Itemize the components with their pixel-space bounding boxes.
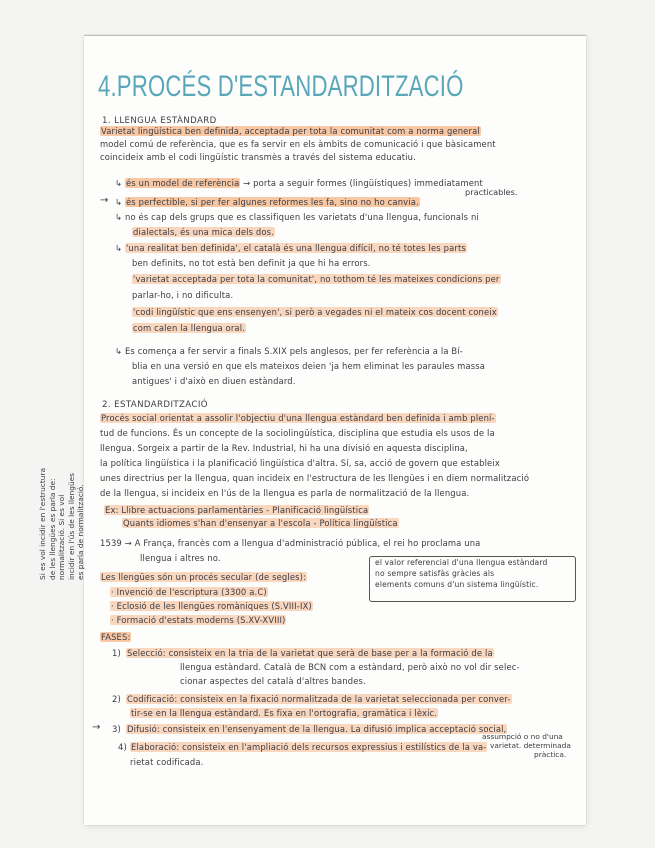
side-note-line-5: es parla de normalització. — [76, 484, 85, 580]
phase-3-num: 3) — [112, 724, 121, 734]
s1-bullet-4-line-5: 'codi lingüístic que ens ensenyen', si però a vegades ni el mateix cos docent coneix — [133, 307, 497, 317]
s1-bullet-5-line-2: blia en una versió en que els mateixos deien 'ja hem eliminat les paraules massa — [132, 361, 486, 371]
note-box — [369, 556, 576, 602]
page-title: 4.PROCÉS D'ESTANDARDITZACIÓ — [98, 70, 464, 103]
note-box-line-1: el valor referencial d'una llengua estàndard — [375, 558, 548, 567]
s2-intro-line-2: tud de funcions. És un concepte de la sociolingüística, disciplina que estudia els usos de la — [100, 428, 495, 438]
s2-intro-line-6: de la llengua, si incideix en l'ús de la llengua es parla de normalització de la llengua. — [100, 488, 470, 498]
phase-1-line-2: llengua estàndard. Català de BCN com a estàndard, però això no vol dir selec- — [180, 662, 520, 672]
s1-intro-line-2: model comú de referència, que es fa servir en els àmbits de comunicació i que bàsicament — [100, 139, 496, 149]
note-box-line-2: no sempre satisfàs gràcies als — [375, 569, 495, 578]
phase-2-line-2: tir-se en la llengua estàndard. Es fixa en l'ortografia, gramàtica i lèxic. — [131, 708, 438, 718]
phase-4-line-1: Elaboració: consisteix en l'ampliació dels recursos expressius i estilístics de la va- — [131, 742, 487, 752]
s2-secular-item-2: · Eclosió de les llengües romàniques (S.VIII-IX) — [111, 601, 312, 611]
s1-bullet-2: ↳ és perfectible, si per fer algunes reformes les fa, sino no ho canvia. — [115, 197, 419, 207]
s1-bullet-1: ↳ és un model de referència → porta a seguir formes (lingüístiques) immediatament — [115, 178, 483, 188]
phase-4-num: 4) — [118, 742, 127, 752]
s1-bullet-3-line-2: dialectals, és una mica dels dos. — [133, 227, 274, 237]
s2-secular-item-3: · Formació d'estats moderns (S.XV-XVIII) — [111, 615, 286, 625]
s2-secular-item-1: · Invenció de l'escriptura (3300 a.C) — [111, 587, 267, 597]
s1-bullet-5-line-1: ↳ Es comença a fer servir a finals S.XIX pels anglesos, per fer referència a la Bí- — [115, 346, 463, 356]
phases-label: FASES: — [101, 632, 131, 642]
phase-1-line-3: cionar aspectes del català d'altres bandes. — [180, 676, 366, 686]
side-note-line-2: de les llengües es parla de: — [47, 478, 57, 580]
side-note-line-4: incidir en l'ús de les llengües — [66, 472, 76, 580]
arrow-icon: → — [92, 722, 101, 733]
section-2-heading: 2. ESTANDARDITZACIÓ — [102, 400, 208, 410]
phase-1-num: 1) — [112, 648, 121, 658]
s1-bullet-4-line-1: ↳ 'una realitat ben definida', el català és una llengua difícil, no té totes les parts — [115, 243, 466, 253]
s2-intro-line-4: la política lingüística i la planificació lingüística d'altra. Sí, sa, acció de govern que estableix — [100, 458, 500, 468]
side-note-line-3: normalització. Si es vol — [57, 494, 66, 580]
s2-year-line-1: 1539 → A França, francès com a llengua d'administració pública, el rei ho proclama una — [100, 538, 481, 548]
note-box-line-3: elements comuns d'un sistema lingüístic. — [375, 580, 539, 589]
side-note-line-1: Si es vol incidir en l'estructura — [38, 467, 47, 580]
section-1-heading: 1. LLENGUA ESTÀNDARD — [102, 116, 217, 126]
s1-bullet-4-line-6: com calen la llengua oral. — [133, 323, 245, 333]
side-margin-note — [38, 460, 86, 580]
phase-3-note-3: pràctica. — [534, 750, 567, 759]
s2-secular-title: Les llengües són un procés secular (de segles): — [101, 572, 307, 582]
s1-bullet-4-line-2: ben definits, no tot està ben definit ja que hi ha errors. — [132, 258, 371, 268]
s1-bullet-3-line-1: ↳ no és cap dels grups que es classifiquen les varietats d'una llengua, funcionals ni — [115, 212, 479, 222]
s1-bullet-4-line-3: 'varietat acceptada per tota la comunitat', no tothom té les mateixes condicions per — [133, 274, 500, 284]
sheet-top-edge — [84, 35, 586, 36]
s2-intro-line-1: Procés social orientat a assolir l'objectiu d'una llengua estàndard ben definida i amb plení- — [101, 413, 495, 423]
phase-3-note-2: varietat. determinada — [490, 741, 571, 750]
phase-1-line-1: Selecció: consisteix en la tria de la varietat que serà de base per a la formació de la — [127, 648, 493, 658]
arrow-icon: → — [100, 195, 109, 206]
s1-intro-line-1: Varietat lingüística ben definida, acceptada per tota la comunitat com a norma general — [101, 126, 480, 136]
phase-2-num: 2) — [112, 694, 121, 704]
phase-4-line-2: rietat codificada. — [130, 757, 204, 767]
phase-3-line-1: Difusió: consisteix en l'ensenyament de la llengua. La difusió implica acceptació social, — [127, 724, 507, 734]
s2-year-line-2: llengua i altres no. — [140, 553, 221, 563]
s1-bullet-1-cont: practicables. — [465, 187, 518, 197]
s2-intro-line-3: llengua. Sorgeix a partir de la Rev. Industrial, hi ha una divisió en aquesta disciplina, — [100, 443, 468, 453]
s1-bullet-5-line-3: antigues' i d'això en diuen estàndard. — [132, 376, 296, 386]
s2-intro-line-5: unes directrius per la llengua, quan incideix en l'estructura de les llengües i en diem normalització — [100, 473, 530, 483]
s1-intro-line-3: coincideix amb el codi lingüístic transmès a través del sistema educatiu. — [100, 152, 416, 162]
phase-2-line-1: Codificació: consisteix en la fixació normalitzada de la varietat seleccionada per conver- — [127, 694, 511, 704]
s2-example-2: Quants idiomes s'han d'ensenyar a l'escola - Política lingüística — [123, 518, 398, 528]
s1-bullet-4-line-4: parlar-ho, i no dificulta. — [132, 290, 234, 300]
phase-3-note-1: assumpció o no d'una — [482, 732, 563, 741]
s2-example-1: Ex: Llibre actuacions parlamentàries - Planificació lingüística — [105, 505, 369, 515]
